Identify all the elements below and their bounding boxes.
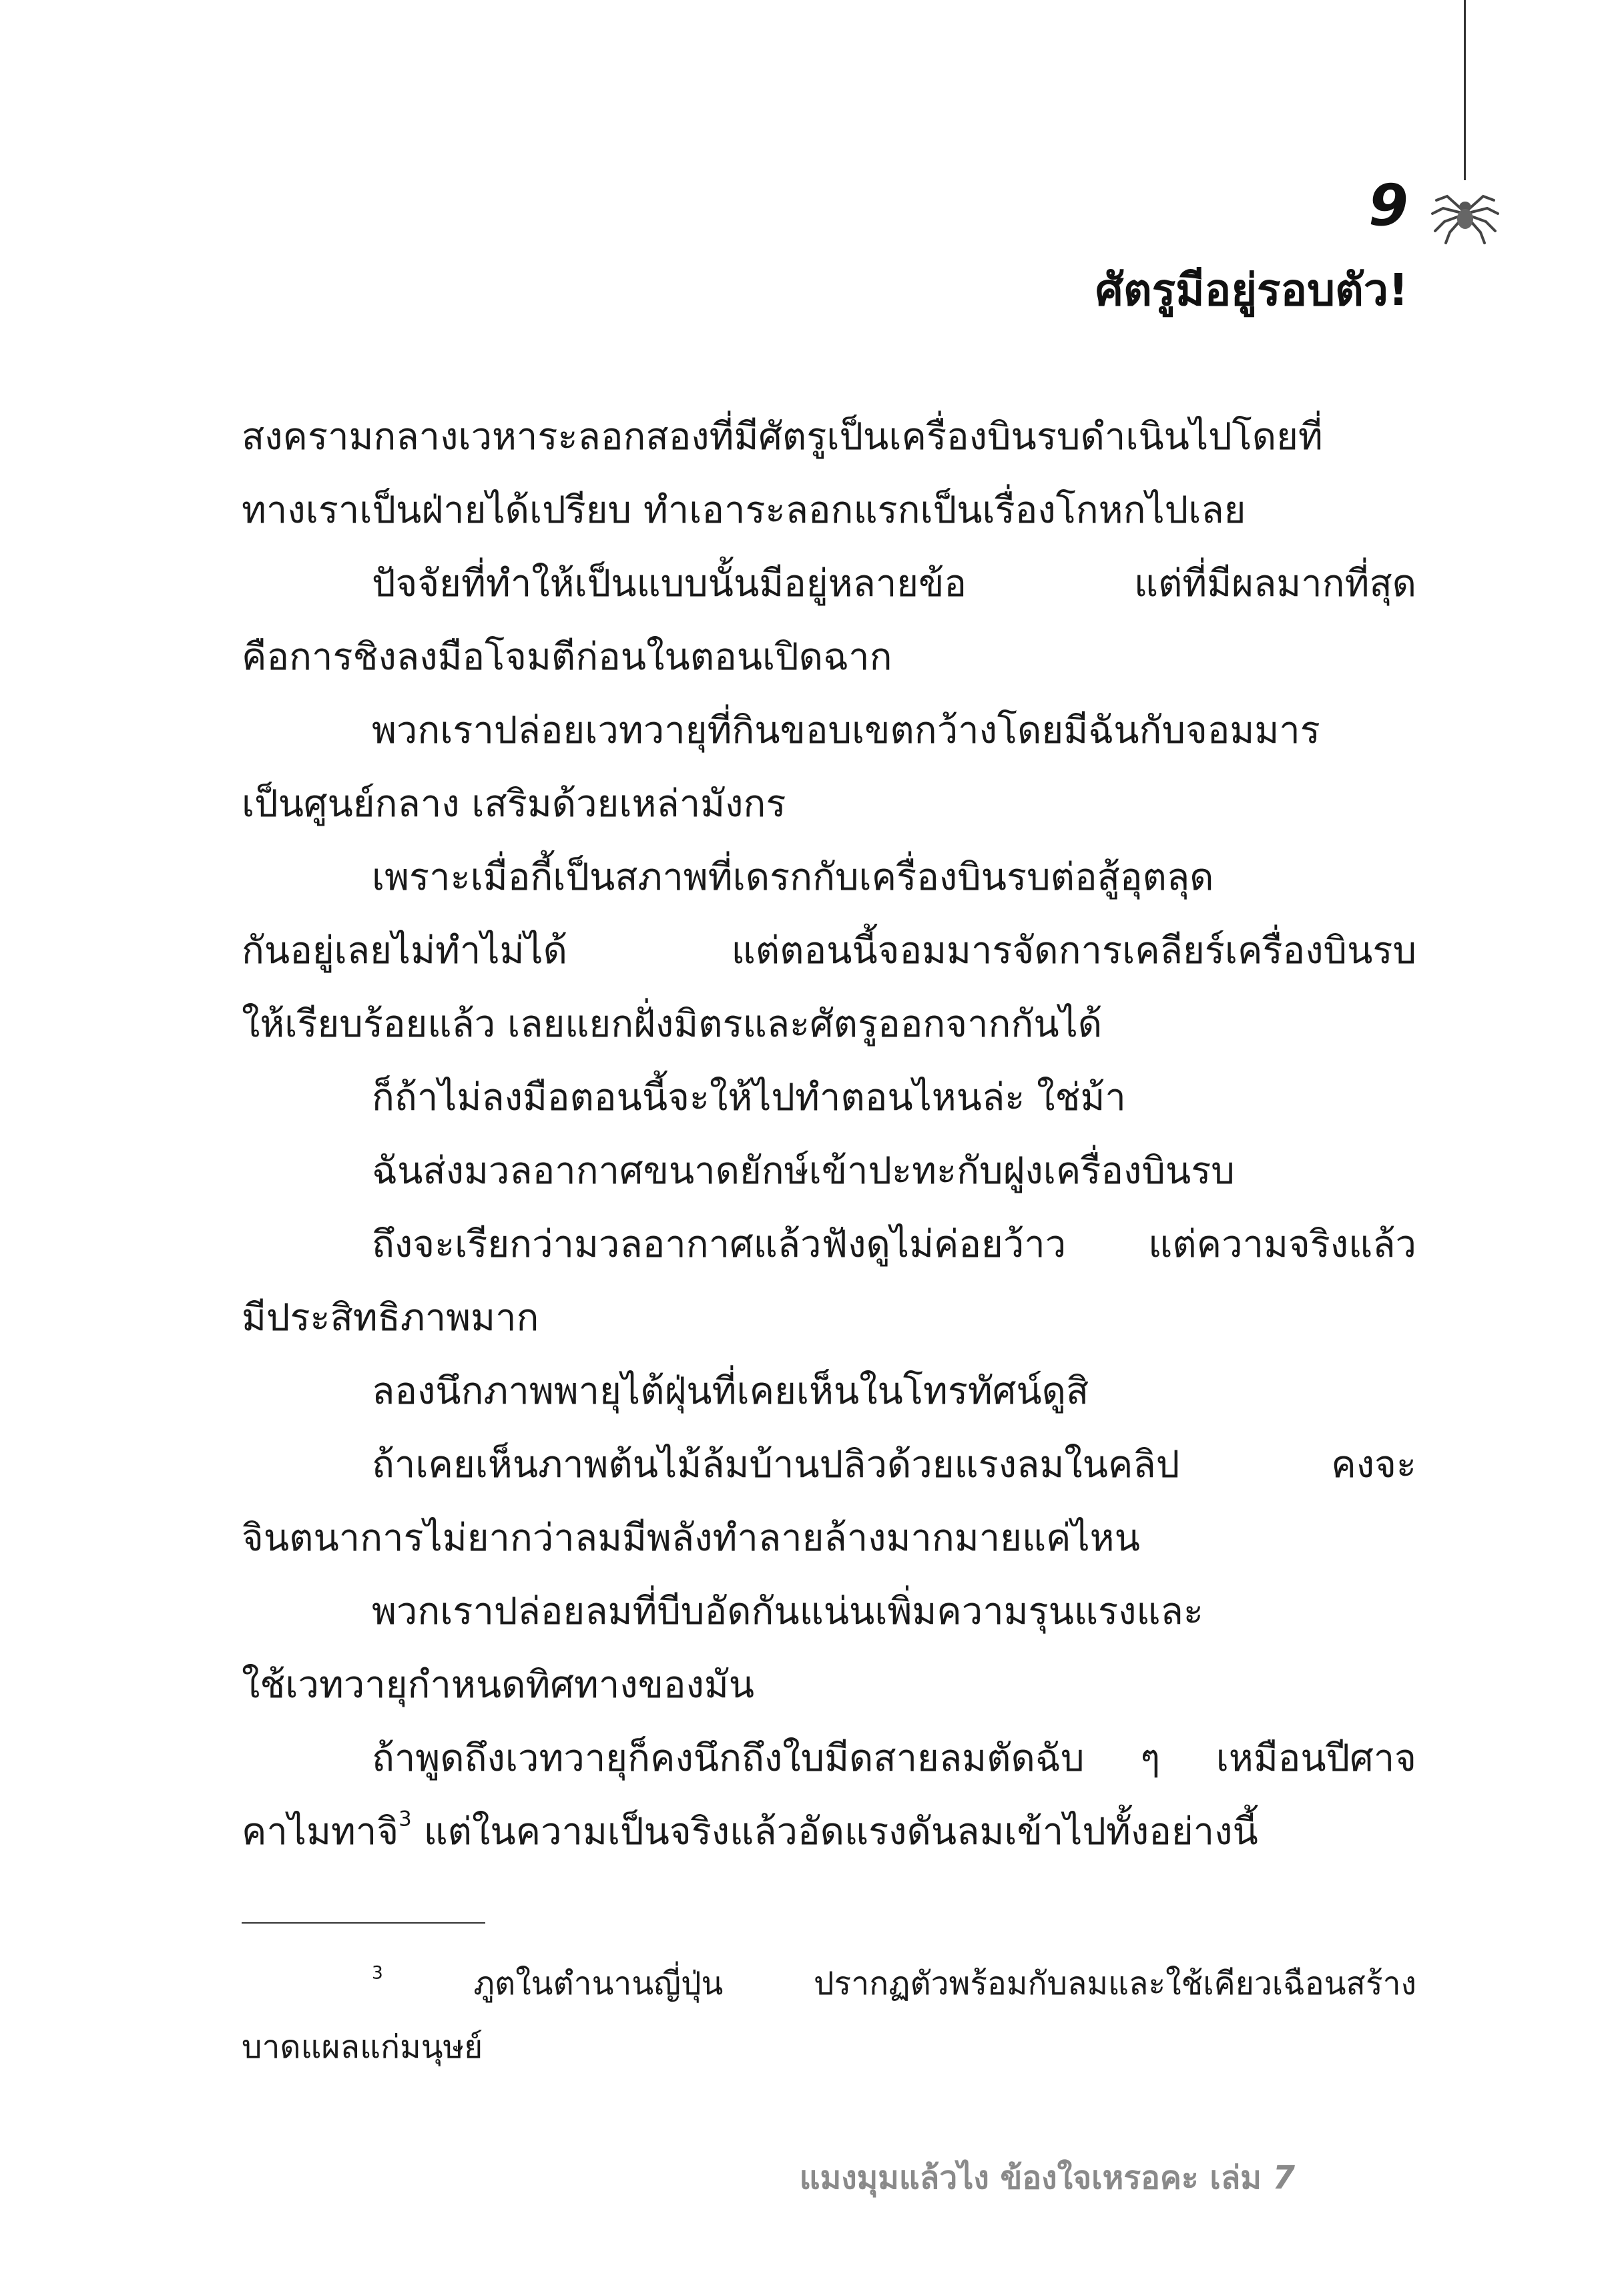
paragraph-line	[242, 1795, 1416, 1869]
paragraph-line: ทางเราเป็นฝ่ายได้เปรียบ ทำเอาระลอกแรกเป็นเรื่องโกหกไปเลย	[242, 489, 1246, 532]
paragraph-line: กันอยู่เลยไม่ทำไม่ได้ แต่ตอนนี้จอมมารจัดการเคลียร์เครื่องบินรบ	[242, 929, 1416, 972]
paragraph-line: สงครามกลางเวหาระลอกสองที่มีศัตรูเป็นเครื่องบินรบดำเนินไปโดยที่	[242, 415, 1323, 459]
footnote-divider	[242, 1922, 485, 1924]
paragraph-line: ถึงจะเรียกว่ามวลอากาศแล้วฟังดูไม่ค่อยว้าว แต่ความจริงแล้ว	[372, 1223, 1416, 1266]
paragraph-line-rest: แต่ในความเป็นจริงแล้วอัดแรงดันลมเข้าไปทั้งอย่างนี้	[411, 1810, 1258, 1853]
footnote-reference-word: คาไมทาจิ	[242, 1810, 399, 1853]
paragraph-line: คือการชิงลงมือโจมตีก่อนในตอนเปิดฉาก	[242, 635, 892, 679]
footnote-text: ภูตในตำนานญี่ปุ่น ปรากฏตัวพร้อมกับลมและใช้เคียวเฉือนสร้าง	[382, 1965, 1416, 2002]
spider-thread	[1464, 0, 1466, 180]
chapter-number: 9	[1368, 172, 1408, 239]
footnotes	[242, 1952, 1416, 2079]
body-text	[242, 400, 1416, 1869]
paragraph-line: พวกเราปล่อยลมที่บีบอัดกันแน่นเพิ่มความรุนแรงและ	[372, 1590, 1203, 1633]
running-footer	[800, 2152, 1295, 2203]
footnote-line	[242, 1952, 1416, 2016]
paragraph-line: มีประสิทธิภาพมาก	[242, 1296, 539, 1340]
paragraph-line: ถ้าพูดถึงเวทวายุก็คงนึกถึงใบมีดสายลมตัดฉับ ๆ เหมือนปีศาจ	[372, 1737, 1416, 1780]
book-title: แมงมุมแล้วไง ข้องใจเหรอคะ เล่ม	[799, 2159, 1262, 2197]
paragraph-line: เพราะเมื่อกี้เป็นสภาพที่เดรกกับเครื่องบินรบต่อสู้อุตลุด	[372, 856, 1214, 899]
footnote-line: บาดแผลแก่มนุษย์	[242, 2028, 483, 2066]
paragraph-line: ปัจจัยที่ทำให้เป็นแบบนั้นมีอยู่หลายข้อ แต่ที่มีผลมากที่สุด	[372, 562, 1416, 605]
spider-icon	[1428, 174, 1502, 247]
paragraph-line: จินตนาการไม่ยากว่าลมมีพลังทำลายล้างมากมายแค่ไหน	[242, 1516, 1140, 1560]
volume-number: 7	[1272, 2159, 1295, 2197]
footnote-marker: 3	[372, 1962, 383, 1984]
chapter-title: ศัตรูมีอยู่รอบตัว!	[1095, 264, 1408, 316]
paragraph-line: เป็นศูนย์กลาง เสริมด้วยเหล่ามังกร	[242, 782, 786, 826]
paragraph-line: ใช้เวทวายุกำหนดทิศทางของมัน	[242, 1663, 755, 1707]
paragraph-line: ให้เรียบร้อยแล้ว เลยแยกฝั่งมิตรและศัตรูออกจากกันได้	[242, 1002, 1103, 1046]
paragraph-line: ก็ถ้าไม่ลงมือตอนนี้จะให้ไปทำตอนไหนล่ะ ใช่ม้า	[372, 1076, 1126, 1119]
paragraph-line: ถ้าเคยเห็นภาพต้นไม้ล้มบ้านปลิวด้วยแรงลมในคลิป คงจะ	[372, 1443, 1416, 1486]
paragraph-line: ลองนึกภาพพายุไต้ฝุ่นที่เคยเห็นในโทรทัศน์ดูสิ	[372, 1370, 1089, 1413]
footnote-reference[interactable]: 3	[398, 1807, 412, 1831]
paragraph-line: พวกเราปล่อยเวทวายุที่กินขอบเขตกว้างโดยมีฉันกับจอมมาร	[372, 709, 1320, 752]
paragraph-line: ฉันส่งมวลอากาศขนาดยักษ์เข้าปะทะกับฝูงเครื่องบินรบ	[372, 1149, 1235, 1193]
